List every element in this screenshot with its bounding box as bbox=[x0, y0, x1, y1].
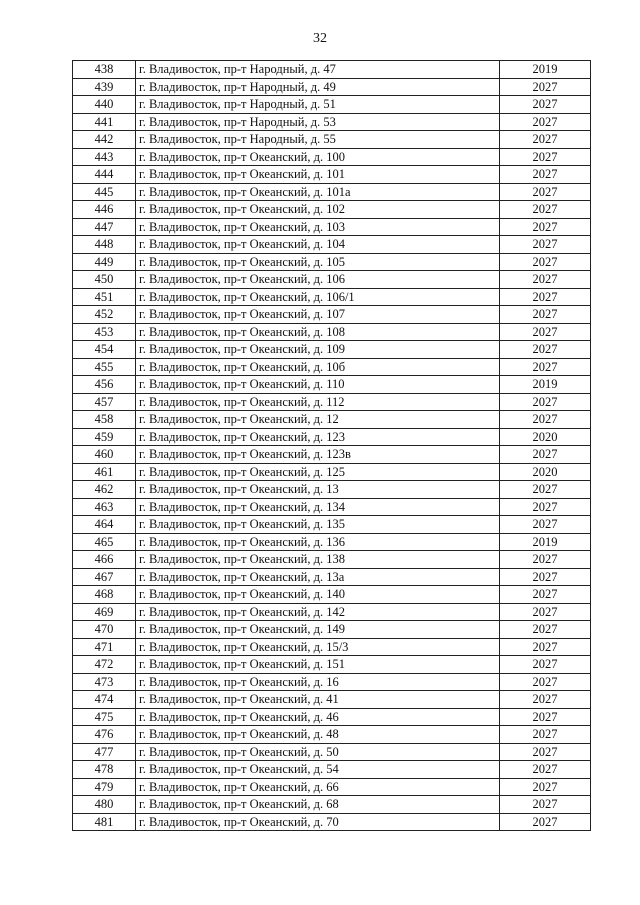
table-row bbox=[73, 498, 591, 516]
address-cell: г. Владивосток, пр-т Океанский, д. 110 bbox=[136, 376, 500, 394]
row-number-cell: 480 bbox=[73, 796, 136, 814]
row-number-cell: 475 bbox=[73, 708, 136, 726]
address-cell: г. Владивосток, пр-т Океанский, д. 106/1 bbox=[136, 288, 500, 306]
table-row bbox=[73, 446, 591, 464]
table-row bbox=[73, 96, 591, 114]
address-cell: г. Владивосток, пр-т Океанский, д. 13а bbox=[136, 568, 500, 586]
table-row bbox=[73, 463, 591, 481]
table-row bbox=[73, 201, 591, 219]
table-row bbox=[73, 726, 591, 744]
address-cell: г. Владивосток, пр-т Океанский, д. 123в bbox=[136, 446, 500, 464]
year-cell: 2020 bbox=[500, 428, 591, 446]
address-cell: г. Владивосток, пр-т Океанский, д. 151 bbox=[136, 656, 500, 674]
row-number-cell: 441 bbox=[73, 113, 136, 131]
table-row bbox=[73, 271, 591, 289]
year-cell: 2027 bbox=[500, 148, 591, 166]
row-number-cell: 460 bbox=[73, 446, 136, 464]
year-cell: 2027 bbox=[500, 288, 591, 306]
year-cell: 2027 bbox=[500, 341, 591, 359]
table-row bbox=[73, 411, 591, 429]
year-cell: 2019 bbox=[500, 533, 591, 551]
row-number-cell: 451 bbox=[73, 288, 136, 306]
table-row bbox=[73, 516, 591, 534]
address-cell: г. Владивосток, пр-т Океанский, д. 101а bbox=[136, 183, 500, 201]
table-row bbox=[73, 673, 591, 691]
year-cell: 2027 bbox=[500, 218, 591, 236]
address-cell: г. Владивосток, пр-т Океанский, д. 50 bbox=[136, 743, 500, 761]
row-number-cell: 474 bbox=[73, 691, 136, 709]
table-row bbox=[73, 148, 591, 166]
table-row bbox=[73, 796, 591, 814]
year-cell: 2027 bbox=[500, 481, 591, 499]
row-number-cell: 468 bbox=[73, 586, 136, 604]
table-row bbox=[73, 183, 591, 201]
row-number-cell: 476 bbox=[73, 726, 136, 744]
table-body bbox=[73, 61, 591, 831]
row-number-cell: 469 bbox=[73, 603, 136, 621]
row-number-cell: 461 bbox=[73, 463, 136, 481]
row-number-cell: 443 bbox=[73, 148, 136, 166]
table-row bbox=[73, 218, 591, 236]
address-cell: г. Владивосток, пр-т Народный, д. 47 bbox=[136, 61, 500, 79]
address-cell: г. Владивосток, пр-т Океанский, д. 149 bbox=[136, 621, 500, 639]
address-table bbox=[72, 60, 591, 831]
address-cell: г. Владивосток, пр-т Океанский, д. 101 bbox=[136, 166, 500, 184]
row-number-cell: 447 bbox=[73, 218, 136, 236]
row-number-cell: 464 bbox=[73, 516, 136, 534]
address-cell: г. Владивосток, пр-т Океанский, д. 46 bbox=[136, 708, 500, 726]
table-row bbox=[73, 393, 591, 411]
address-cell: г. Владивосток, пр-т Океанский, д. 10б bbox=[136, 358, 500, 376]
table-row bbox=[73, 656, 591, 674]
year-cell: 2027 bbox=[500, 743, 591, 761]
address-cell: г. Владивосток, пр-т Океанский, д. 15/3 bbox=[136, 638, 500, 656]
row-number-cell: 448 bbox=[73, 236, 136, 254]
year-cell: 2027 bbox=[500, 201, 591, 219]
row-number-cell: 472 bbox=[73, 656, 136, 674]
address-cell: г. Владивосток, пр-т Океанский, д. 108 bbox=[136, 323, 500, 341]
table-row bbox=[73, 708, 591, 726]
address-cell: г. Владивосток, пр-т Океанский, д. 66 bbox=[136, 778, 500, 796]
table-row bbox=[73, 78, 591, 96]
address-cell: г. Владивосток, пр-т Океанский, д. 68 bbox=[136, 796, 500, 814]
table-row bbox=[73, 778, 591, 796]
row-number-cell: 471 bbox=[73, 638, 136, 656]
row-number-cell: 457 bbox=[73, 393, 136, 411]
row-number-cell: 440 bbox=[73, 96, 136, 114]
row-number-cell: 449 bbox=[73, 253, 136, 271]
address-cell: г. Владивосток, пр-т Океанский, д. 136 bbox=[136, 533, 500, 551]
year-cell: 2019 bbox=[500, 376, 591, 394]
address-cell: г. Владивосток, пр-т Океанский, д. 103 bbox=[136, 218, 500, 236]
table-row bbox=[73, 691, 591, 709]
year-cell: 2020 bbox=[500, 463, 591, 481]
row-number-cell: 478 bbox=[73, 761, 136, 779]
year-cell: 2027 bbox=[500, 271, 591, 289]
year-cell: 2027 bbox=[500, 621, 591, 639]
address-cell: г. Владивосток, пр-т Народный, д. 49 bbox=[136, 78, 500, 96]
year-cell: 2027 bbox=[500, 253, 591, 271]
row-number-cell: 450 bbox=[73, 271, 136, 289]
row-number-cell: 467 bbox=[73, 568, 136, 586]
row-number-cell: 465 bbox=[73, 533, 136, 551]
address-cell: г. Владивосток, пр-т Океанский, д. 107 bbox=[136, 306, 500, 324]
year-cell: 2027 bbox=[500, 761, 591, 779]
year-cell: 2027 bbox=[500, 446, 591, 464]
table-row bbox=[73, 551, 591, 569]
address-cell: г. Владивосток, пр-т Народный, д. 55 bbox=[136, 131, 500, 149]
address-cell: г. Владивосток, пр-т Океанский, д. 140 bbox=[136, 586, 500, 604]
table-row bbox=[73, 288, 591, 306]
year-cell: 2027 bbox=[500, 358, 591, 376]
table-row bbox=[73, 236, 591, 254]
row-number-cell: 452 bbox=[73, 306, 136, 324]
year-cell: 2027 bbox=[500, 708, 591, 726]
table-row bbox=[73, 761, 591, 779]
row-number-cell: 462 bbox=[73, 481, 136, 499]
row-number-cell: 442 bbox=[73, 131, 136, 149]
address-cell: г. Владивосток, пр-т Океанский, д. 41 bbox=[136, 691, 500, 709]
year-cell: 2027 bbox=[500, 516, 591, 534]
table-row bbox=[73, 638, 591, 656]
table-row bbox=[73, 743, 591, 761]
table-row bbox=[73, 568, 591, 586]
address-cell: г. Владивосток, пр-т Океанский, д. 104 bbox=[136, 236, 500, 254]
row-number-cell: 444 bbox=[73, 166, 136, 184]
table-row bbox=[73, 481, 591, 499]
year-cell: 2027 bbox=[500, 183, 591, 201]
row-number-cell: 481 bbox=[73, 813, 136, 831]
table-row bbox=[73, 428, 591, 446]
year-cell: 2027 bbox=[500, 78, 591, 96]
year-cell: 2027 bbox=[500, 603, 591, 621]
table-row bbox=[73, 61, 591, 79]
year-cell: 2027 bbox=[500, 113, 591, 131]
row-number-cell: 477 bbox=[73, 743, 136, 761]
year-cell: 2019 bbox=[500, 61, 591, 79]
table-row bbox=[73, 131, 591, 149]
row-number-cell: 453 bbox=[73, 323, 136, 341]
year-cell: 2027 bbox=[500, 498, 591, 516]
row-number-cell: 479 bbox=[73, 778, 136, 796]
address-cell: г. Владивосток, пр-т Океанский, д. 123 bbox=[136, 428, 500, 446]
table-row bbox=[73, 358, 591, 376]
address-cell: г. Владивосток, пр-т Океанский, д. 54 bbox=[136, 761, 500, 779]
address-cell: г. Владивосток, пр-т Океанский, д. 102 bbox=[136, 201, 500, 219]
table-row bbox=[73, 621, 591, 639]
year-cell: 2027 bbox=[500, 691, 591, 709]
address-cell: г. Владивосток, пр-т Океанский, д. 112 bbox=[136, 393, 500, 411]
table-row bbox=[73, 341, 591, 359]
row-number-cell: 439 bbox=[73, 78, 136, 96]
year-cell: 2027 bbox=[500, 306, 591, 324]
year-cell: 2027 bbox=[500, 96, 591, 114]
address-cell: г. Владивосток, пр-т Океанский, д. 12 bbox=[136, 411, 500, 429]
table-row bbox=[73, 306, 591, 324]
year-cell: 2027 bbox=[500, 411, 591, 429]
row-number-cell: 466 bbox=[73, 551, 136, 569]
row-number-cell: 473 bbox=[73, 673, 136, 691]
row-number-cell: 459 bbox=[73, 428, 136, 446]
address-cell: г. Владивосток, пр-т Океанский, д. 134 bbox=[136, 498, 500, 516]
address-cell: г. Владивосток, пр-т Океанский, д. 106 bbox=[136, 271, 500, 289]
year-cell: 2027 bbox=[500, 656, 591, 674]
row-number-cell: 446 bbox=[73, 201, 136, 219]
year-cell: 2027 bbox=[500, 813, 591, 831]
year-cell: 2027 bbox=[500, 551, 591, 569]
table-row bbox=[73, 603, 591, 621]
address-cell: г. Владивосток, пр-т Океанский, д. 48 bbox=[136, 726, 500, 744]
year-cell: 2027 bbox=[500, 568, 591, 586]
table-row bbox=[73, 586, 591, 604]
row-number-cell: 463 bbox=[73, 498, 136, 516]
address-cell: г. Владивосток, пр-т Океанский, д. 100 bbox=[136, 148, 500, 166]
address-cell: г. Владивосток, пр-т Океанский, д. 142 bbox=[136, 603, 500, 621]
year-cell: 2027 bbox=[500, 236, 591, 254]
year-cell: 2027 bbox=[500, 166, 591, 184]
year-cell: 2027 bbox=[500, 586, 591, 604]
table-row bbox=[73, 323, 591, 341]
row-number-cell: 456 bbox=[73, 376, 136, 394]
year-cell: 2027 bbox=[500, 638, 591, 656]
table-row bbox=[73, 166, 591, 184]
year-cell: 2027 bbox=[500, 323, 591, 341]
table-row bbox=[73, 813, 591, 831]
table-row bbox=[73, 113, 591, 131]
row-number-cell: 455 bbox=[73, 358, 136, 376]
address-cell: г. Владивосток, пр-т Народный, д. 53 bbox=[136, 113, 500, 131]
table-row bbox=[73, 376, 591, 394]
address-cell: г. Владивосток, пр-т Океанский, д. 135 bbox=[136, 516, 500, 534]
year-cell: 2027 bbox=[500, 796, 591, 814]
year-cell: 2027 bbox=[500, 726, 591, 744]
year-cell: 2027 bbox=[500, 131, 591, 149]
year-cell: 2027 bbox=[500, 393, 591, 411]
address-cell: г. Владивосток, пр-т Океанский, д. 138 bbox=[136, 551, 500, 569]
year-cell: 2027 bbox=[500, 778, 591, 796]
address-cell: г. Владивосток, пр-т Народный, д. 51 bbox=[136, 96, 500, 114]
page-number: 32 bbox=[313, 31, 327, 46]
address-cell: г. Владивосток, пр-т Океанский, д. 125 bbox=[136, 463, 500, 481]
table-row bbox=[73, 253, 591, 271]
row-number-cell: 438 bbox=[73, 61, 136, 79]
row-number-cell: 470 bbox=[73, 621, 136, 639]
address-cell: г. Владивосток, пр-т Океанский, д. 109 bbox=[136, 341, 500, 359]
address-cell: г. Владивосток, пр-т Океанский, д. 70 bbox=[136, 813, 500, 831]
address-cell: г. Владивосток, пр-т Океанский, д. 16 bbox=[136, 673, 500, 691]
table-row bbox=[73, 533, 591, 551]
year-cell: 2027 bbox=[500, 673, 591, 691]
address-cell: г. Владивосток, пр-т Океанский, д. 105 bbox=[136, 253, 500, 271]
row-number-cell: 458 bbox=[73, 411, 136, 429]
row-number-cell: 445 bbox=[73, 183, 136, 201]
address-cell: г. Владивосток, пр-т Океанский, д. 13 bbox=[136, 481, 500, 499]
row-number-cell: 454 bbox=[73, 341, 136, 359]
